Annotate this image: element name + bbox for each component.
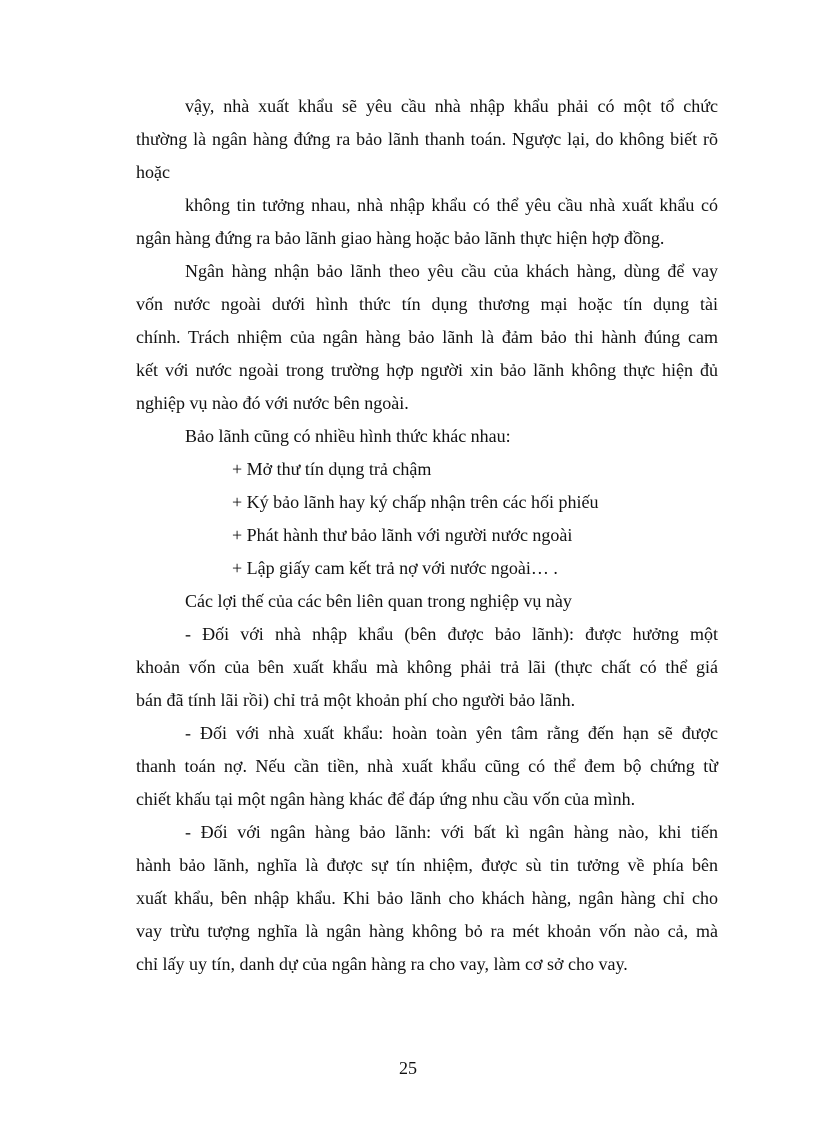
text-line: xuất khẩu, bên nhập khẩu. Khi bảo lãnh cho khách hàng, ngân hàng chỉ cho: [136, 888, 718, 908]
text-line: - Đối với ngân hàng bảo lãnh: với bất kì ngân hàng nào, khi tiến: [185, 822, 718, 842]
text-line: bán đã tính lãi rồi) chỉ trả một khoản phí cho người bảo lãnh.: [136, 690, 576, 710]
text-line: chỉ lấy uy tín, danh dự của ngân hàng ra cho vay, làm cơ sở cho vay.: [136, 954, 628, 974]
text-line: nghiệp vụ nào đó với nước bên ngoài.: [136, 393, 409, 413]
text-line: thanh toán nợ. Nếu cần tiền, nhà xuất khẩu cũng có thể đem bộ chứng từ: [136, 756, 718, 776]
text-line: - Đối với nhà nhập khẩu (bên được bảo lãnh): được hưởng một: [185, 624, 718, 644]
text-line: - Đối với nhà xuất khẩu: hoàn toàn yên tâm rằng đến hạn sẽ được: [185, 723, 718, 743]
text-line: chính. Trách nhiệm của ngân hàng bảo lãnh là đảm bảo thi hành đúng cam: [136, 327, 718, 347]
text-line: vậy, nhà xuất khẩu sẽ yêu cầu nhà nhập khẩu phải có một tổ chức: [185, 96, 718, 116]
text-line: chiết khấu tại một ngân hàng khác để đáp ứng nhu cầu vốn của mình.: [136, 789, 636, 809]
list-item: + Phát hành thư bảo lãnh với người nước ngoài: [232, 525, 573, 545]
text-line: ngân hàng đứng ra bảo lãnh giao hàng hoặc bảo lãnh thực hiện hợp đồng.: [136, 228, 665, 248]
list-item: + Mở thư tín dụng trả chậm: [232, 459, 432, 479]
text-line: vốn nước ngoài dưới hình thức tín dụng thương mại hoặc tín dụng tài: [136, 294, 718, 314]
text-line: Ngân hàng nhận bảo lãnh theo yêu cầu của khách hàng, dùng để vay: [185, 261, 718, 281]
text-line: kết với nước ngoài trong trường hợp người xin bảo lãnh không thực hiện đủ: [136, 360, 718, 380]
text-line: khoản vốn của bên xuất khẩu mà không phải trả lãi (thực chất có thể giá: [136, 657, 718, 677]
text-line: không tin tưởng nhau, nhà nhập khẩu có thể yêu cầu nhà xuất khẩu có: [185, 195, 718, 215]
text-line: thường là ngân hàng đứng ra bảo lãnh thanh toán. Ngược lại, do không biết rõ: [136, 129, 718, 149]
text-line: Các lợi thế của các bên liên quan trong nghiệp vụ này: [185, 591, 572, 611]
page-number: 25: [399, 1058, 417, 1078]
list-item: + Ký bảo lãnh hay ký chấp nhận trên các hối phiếu: [232, 492, 599, 512]
text-line: Bảo lãnh cũng có nhiều hình thức khác nhau:: [185, 426, 511, 446]
list-item: + Lập giấy cam kết trả nợ với nước ngoài… .: [232, 558, 558, 578]
text-line: hoặc: [136, 162, 170, 182]
text-line: hành bảo lãnh, nghĩa là được sự tín nhiệm, được sù tin tưởng về phía bên: [136, 855, 718, 875]
text-line: vay trừu tượng nghĩa là ngân hàng không bỏ ra mét khoản vốn nào cả, mà: [136, 921, 718, 941]
